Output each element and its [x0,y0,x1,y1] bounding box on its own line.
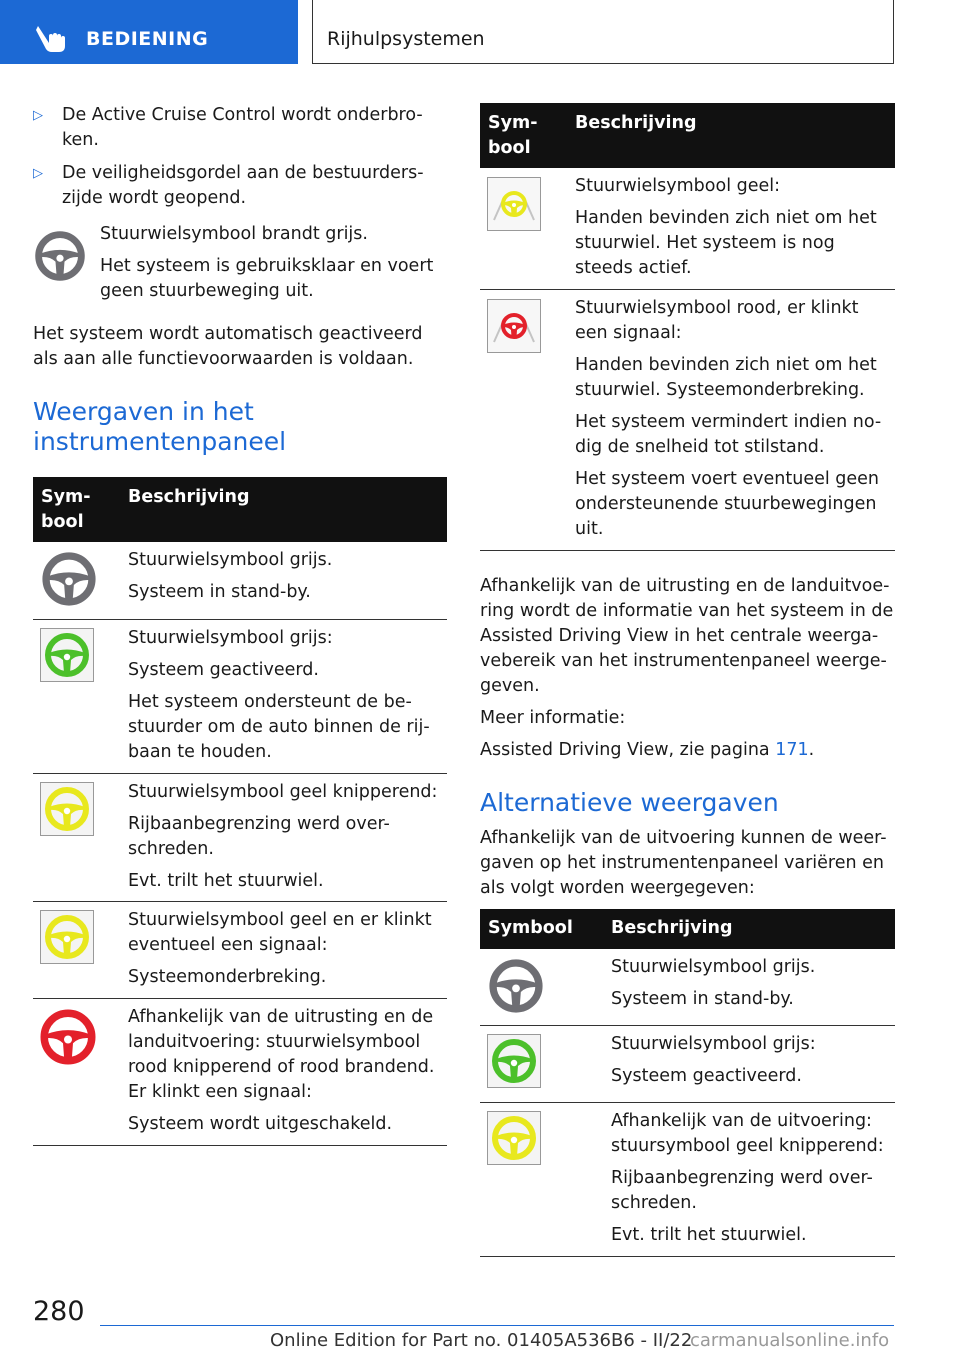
table-row [33,999,447,1146]
bullet-item [33,161,447,213]
section-heading: Alternatieve weergaven [480,788,779,817]
row-text: Het systeem vermindert indien no- dig de snelheid tot stilstand. [575,412,882,457]
row-text: Het systeem voert eventueel geen ondersteunende stuurbewegingen uit. [575,469,880,539]
bullet-item [33,103,447,155]
row-text: Stuurwielsymbool rood, er klinkt een signaal: [575,298,859,343]
icon-frame [487,177,541,231]
steering-wheel-yellow-lane-icon [490,180,538,228]
steering-wheel-yellow-icon [43,913,91,961]
paragraph-text: . [808,740,815,760]
row-text: Het systeem ondersteunt de be- stuurder om de auto binnen de rij- baan te houden. [128,692,430,762]
table-header-description: Beschrijving [128,487,250,507]
steering-wheel-yellow-icon [43,785,91,833]
table-row [33,542,447,620]
row-text: Stuurwielsymbool geel en er klinkt eventueel een signaal: [128,910,432,955]
row-text: Rijbaanbegrenzing werd over- schreden. [128,814,390,859]
row-text: Stuurwielsymbool grijs. [128,550,333,570]
table-row [480,949,895,1026]
paragraph: Afhankelijk van de uitvoering kunnen de weer- gaven op het instrumentenpaneel variëren en als volgt worden weergegeven: [480,828,887,898]
steering-wheel-green-icon [43,631,91,679]
icon-frame [40,782,94,836]
triangle-bullet-icon: ▷ [33,108,43,123]
row-text: Rijbaanbegrenzing werd over- schreden. [611,1168,873,1213]
paragraph: Meer informatie: [480,708,626,728]
table-header [33,477,447,542]
inline-icon-text: Het systeem is gebruiksklaar en voert geen stuurbeweging uit. [100,256,434,301]
row-text: Stuurwielsymbool grijs: [128,628,333,648]
row-text: Systeem wordt uitgeschakeld. [128,1114,393,1134]
table-row [33,774,447,902]
inline-icon-text: Stuurwielsymbool brandt grijs. [100,224,368,244]
section-heading: Weergaven in het instrumentenpaneel [33,397,287,456]
icon-frame [40,910,94,964]
row-text: Handen bevinden zich niet om het stuurwiel. Systeemonderbreking. [575,355,877,400]
steering-wheel-yellow-icon [490,1114,538,1162]
page-header [0,0,960,66]
row-text: Afhankelijk van de uitvoering: stuursymbool geel knipperend: [611,1111,884,1156]
row-text: Afhankelijk van de uitrusting en de landuitvoering: stuurwielsymbool rood knipperend of rood brandend. Er klinkt een signaal: [128,1007,435,1102]
bullet-text: De veiligheidsgordel aan de bestuurders- zijde wordt geopend. [62,163,424,208]
row-text: Handen bevinden zich niet om het stuurwiel. Het systeem is nog steeds actief. [575,208,877,278]
table-header [480,909,895,949]
icon-frame [40,628,94,682]
icon-frame [487,1111,541,1165]
edition-footer: Online Edition for Part no. 01405A536B6 - II/22 [270,1330,693,1351]
table-row [480,1026,895,1103]
table-header-symbol: Sym- bool [488,113,538,158]
page-reference-link[interactable]: 171 [775,740,809,760]
chapter-title-box [312,0,894,64]
steering-wheel-red-icon [38,1007,98,1067]
paragraph-text: Assisted Driving View, zie pagina [480,740,776,760]
row-text: Stuurwielsymbool geel knipperend: [128,782,438,802]
row-text: Systeem geactiveerd. [128,660,319,680]
table-header-symbol: Sym- bool [41,487,91,532]
table-row [480,1103,895,1257]
footer-divider [100,1325,894,1326]
steering-wheel-red-lane-icon [490,302,538,350]
row-text: Systeem geactiveerd. [611,1066,802,1086]
table-header [480,103,895,168]
row-text: Stuurwielsymbool grijs. [611,957,816,977]
triangle-bullet-icon: ▷ [33,166,43,181]
page-number: 280 [33,1296,85,1327]
icon-frame [487,299,541,353]
row-text: Systeemonderbreking. [128,967,327,987]
row-text: Systeem in stand-by. [611,989,794,1009]
table-row [33,620,447,774]
bullet-text: De Active Cruise Control wordt onderbro- ken. [62,105,423,150]
icon-frame [487,1034,541,1088]
paragraph-with-link [480,738,895,763]
row-text: Systeem in stand-by. [128,582,311,602]
steering-wheel-green-icon [490,1037,538,1085]
paragraph: Afhankelijk van de uitrusting en de landuitvoe- ring wordt de informatie van het systeem in de Assisted Driving View in het centrale weerga- vebereik van het instrumentenpaneel weerge- geven. [480,576,894,696]
row-text: Stuurwielsymbool geel: [575,176,781,196]
table-row [480,290,895,551]
row-text: Stuurwielsymbool grijs: [611,1034,816,1054]
table-header-symbol: Symbool [488,918,573,938]
chapter-title: Rijhulpsystemen [327,28,485,50]
section-label: BEDIENING [86,28,209,50]
table-header-description: Beschrijving [611,918,733,938]
section-tab [0,0,298,64]
row-text: Evt. trilt het stuurwiel. [128,871,324,891]
table-row [480,168,895,290]
table-row [33,902,447,999]
paragraph: Het systeem wordt automatisch geactiveerd als aan alle functievoorwaarden is voldaan. [33,324,423,369]
hand-pointer-icon [34,24,68,54]
steering-wheel-grey-icon [487,957,545,1015]
watermark: carmanualsonline.info [690,1330,890,1351]
steering-wheel-grey-icon [40,550,98,608]
steering-wheel-grey-icon [33,229,87,283]
table-header-description: Beschrijving [575,113,697,133]
row-text: Evt. trilt het stuurwiel. [611,1225,807,1245]
